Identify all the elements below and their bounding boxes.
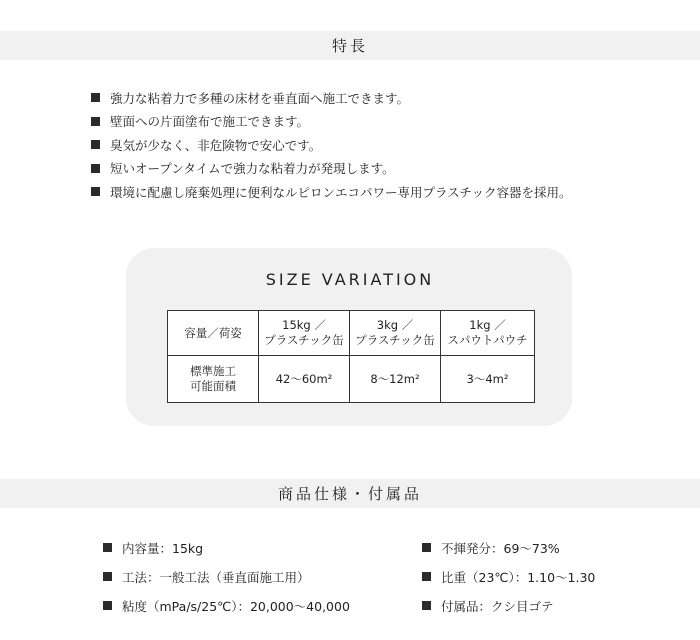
spec-item — [422, 562, 595, 591]
size-table-header-cell — [259, 311, 350, 356]
spec-text: 内容量：15kg — [122, 540, 204, 556]
feature-text: 臭気が少なく、非危険物で安心です。 — [110, 137, 322, 153]
spec-text: 工法：一般工法（垂直面施工用） — [122, 569, 310, 585]
specs-title: 商品仕様・付属品 — [277, 485, 422, 503]
features-header — [0, 31, 700, 60]
row-label-line: 可能面積 — [190, 379, 236, 393]
specs-list-right — [422, 533, 595, 620]
size-table-header-label: 容量／荷姿 — [168, 311, 259, 356]
size-area-value: 42～60m² — [259, 356, 350, 403]
bullet-square-icon — [91, 187, 100, 196]
spec-item — [422, 591, 595, 620]
size-table-row-label — [168, 356, 259, 403]
size-package: プラスチック缶 — [355, 333, 435, 347]
size-amount: 3kg ／ — [376, 318, 414, 332]
size-amount: 15kg ／ — [282, 318, 326, 332]
size-amount: 1kg ／ — [469, 318, 506, 332]
spec-text: 粘度（mPa/s/25℃）：20,000～40,000 — [122, 598, 350, 614]
feature-item — [91, 110, 572, 134]
size-area-value: 3～4m² — [441, 356, 535, 403]
size-table-header-cell — [350, 311, 441, 356]
feature-text: 強力な粘着力で多種の床材を垂直面へ施工できます。 — [110, 90, 410, 106]
spec-text: 不揮発分：69～73% — [441, 540, 560, 556]
feature-item — [91, 157, 572, 181]
row-label-line: 標準施工 — [190, 364, 236, 378]
feature-item — [91, 180, 572, 204]
bullet-square-icon — [422, 601, 431, 610]
feature-text: 環境に配慮し廃棄処理に便利なルピロンエコパワー専用プラスチック容器を採用。 — [110, 184, 572, 200]
spec-text: 付属品：クシ目ゴテ — [441, 598, 554, 614]
spec-item — [422, 533, 595, 562]
bullet-square-icon — [422, 572, 431, 581]
features-title: 特長 — [331, 37, 368, 55]
spec-item — [103, 533, 350, 562]
spec-text: 比重（23℃）：1.10～1.30 — [441, 569, 596, 585]
bullet-square-icon — [91, 140, 100, 149]
size-table — [167, 310, 535, 403]
bullet-square-icon — [103, 601, 112, 610]
feature-item — [91, 86, 572, 110]
size-table-header-row — [168, 311, 535, 356]
feature-text: 短いオープンタイムで強力な粘着力が発現します。 — [110, 161, 395, 177]
feature-item — [91, 133, 572, 157]
bullet-square-icon — [91, 93, 100, 102]
feature-text: 壁面への片面塗布で施工できます。 — [110, 114, 310, 130]
size-area-value: 8～12m² — [350, 356, 441, 403]
specs-header — [0, 479, 700, 508]
bullet-square-icon — [103, 543, 112, 552]
size-variation-title: SIZE VARIATION — [265, 270, 435, 289]
size-package: スパウトパウチ — [447, 333, 528, 347]
specs-list-left — [103, 533, 350, 620]
size-package: プラスチック缶 — [264, 333, 344, 347]
bullet-square-icon — [422, 543, 431, 552]
spec-item — [103, 562, 350, 591]
spec-item — [103, 591, 350, 620]
bullet-square-icon — [91, 117, 100, 126]
size-table-header-cell — [441, 311, 535, 356]
size-table-area-row — [168, 356, 535, 403]
bullet-square-icon — [91, 164, 100, 173]
features-list — [91, 86, 572, 204]
bullet-square-icon — [103, 572, 112, 581]
